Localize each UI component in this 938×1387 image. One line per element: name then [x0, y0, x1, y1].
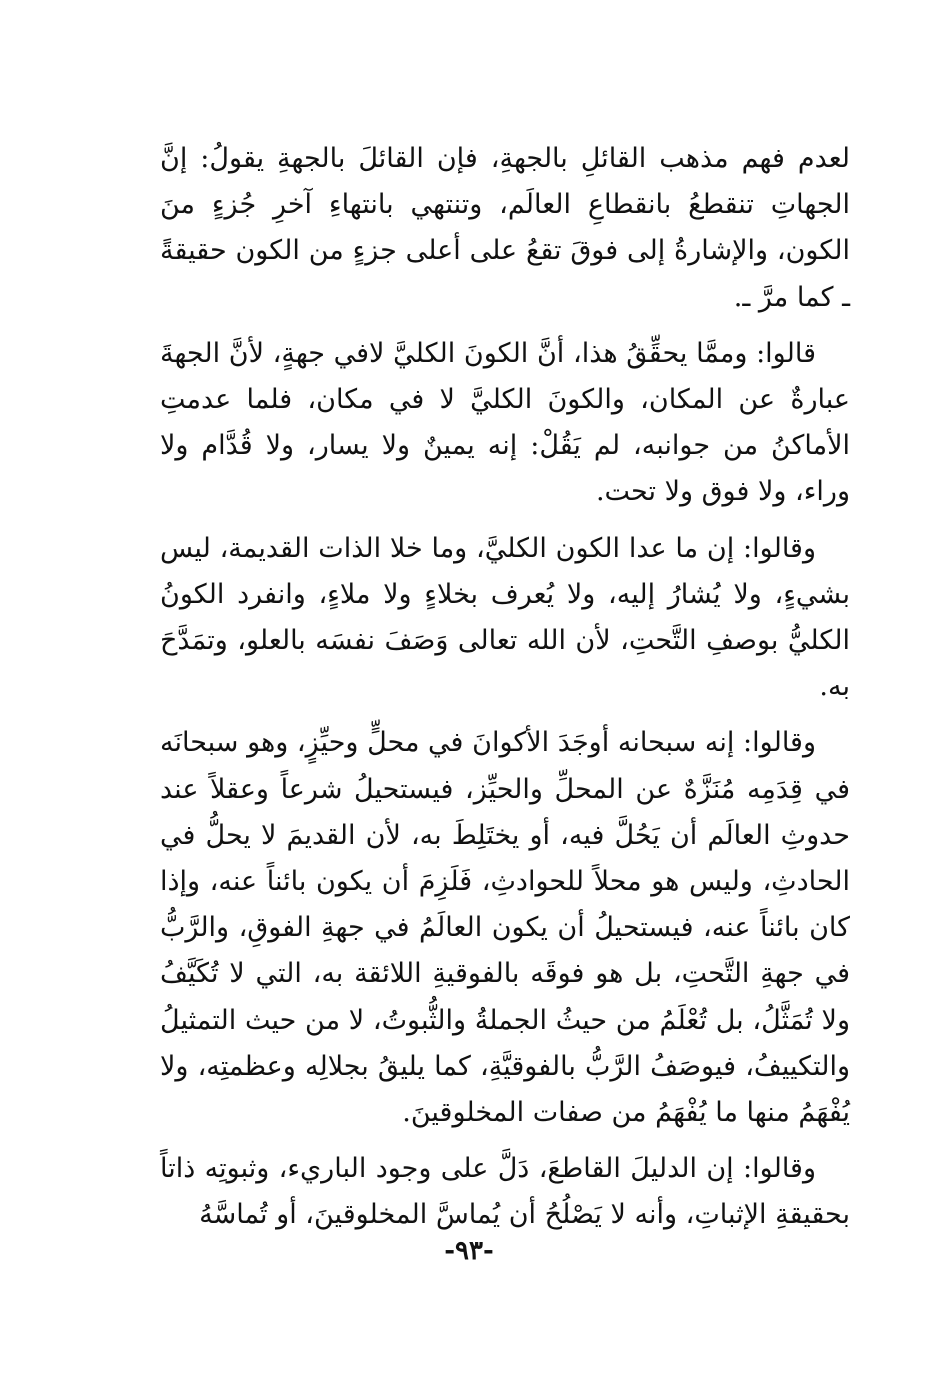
paragraph-2: قالوا: وممَّا يحقِّقُ هذا، أنَّ الكونَ الكليَّ لافي جهةٍ، لأنَّ الجهةَ عبارةٌ عن المكان، والكونَ الكليَّ لا في مكان، فلما عدمتِ الأماكنُ من جوانبه، لم يَقُلْ: إنه يمينٌ ولا يسار، ولا قُدَّام ولا وراء، ولا فوق ولا تحت. [160, 337, 850, 508]
paragraph-4: وقالوا: إنه سبحانه أوجَدَ الأكوانَ في محلٍّ وحيِّزٍ، وهو سبحانَه في قِدَمِه مُنَزَّهٌ عن المحلِّ والحيِّز، فيستحيلُ شرعاً وعقلاً عند حدوثِ العالَم أن يَحُلَّ فيه، أو يختَلِطَ به، لأن القديمَ لا يحلُّ في الحادثِ، وليس هو محلاً للحوادثِ، فَلَزِمَ أن يكون بائناً عنه، وإذا كان بائناً عنه، فيستحيلُ أن يكون العالَمُ في جهةِ الفوقِ، والرَّبُّ في جهةِ التَّحتِ، بل هو فوقَه بالفوقيةِ اللائقة به، التي لا تُكَيَّفُ ولا تُمَثَّلُ، بل تُعْلَمُ من حيثُ الجملةُ والثُّبوتُ، لا من حيث التمثيلُ والتكييفُ، فيوصَفُ الرَّبُّ بالفوقيَّةِ، كما يليقُ بجلالِه وعظمتِه، ولا يُفْهَمُ منها ما يُفْهَمُ من صفات المخلوقينَ. [160, 727, 850, 1129]
paragraph-5: وقالوا: إن الدليلَ القاطعَ، دَلَّ على وجود الباريء، وثبوتِه ذاتاً بحقيقةِ الإثباتِ، وأنه لا يَصْلُحُ أن يُماسَّ المخلوقينَ، أو تُماسَّهُ [160, 1153, 850, 1231]
body-text [160, 136, 850, 1249]
paragraph-1: لعدم فهم مذهب القائلِ بالجهةِ، فإن القائلَ بالجهةِ يقولُ: إنَّ الجهاتِ تنقطعُ بانقطاعِ العالَم، وتنتهي بانتهاءِ آخرِ جُزءٍ منَ الكون، والإشارةُ إلى فوقَ تقعُ على أعلى جزءٍ من الكون حقيقةً ـ كما مرَّ ـ. [160, 143, 850, 313]
paragraph-3: وقالوا: إن ما عدا الكون الكليَّ، وما خلا الذات القديمة، ليس بشيءٍ، ولا يُشارُ إليه، ولا يُعرف بخلاءٍ ولا ملاءٍ، وانفرد الكونُ الكليُّ بوصفِ التَّحتِ، لأن الله تعالى وَصَفَ نفسَه بالعلو، وتمَدَّحَ به. [160, 532, 850, 703]
page-number: -٩٣- [444, 1236, 494, 1266]
